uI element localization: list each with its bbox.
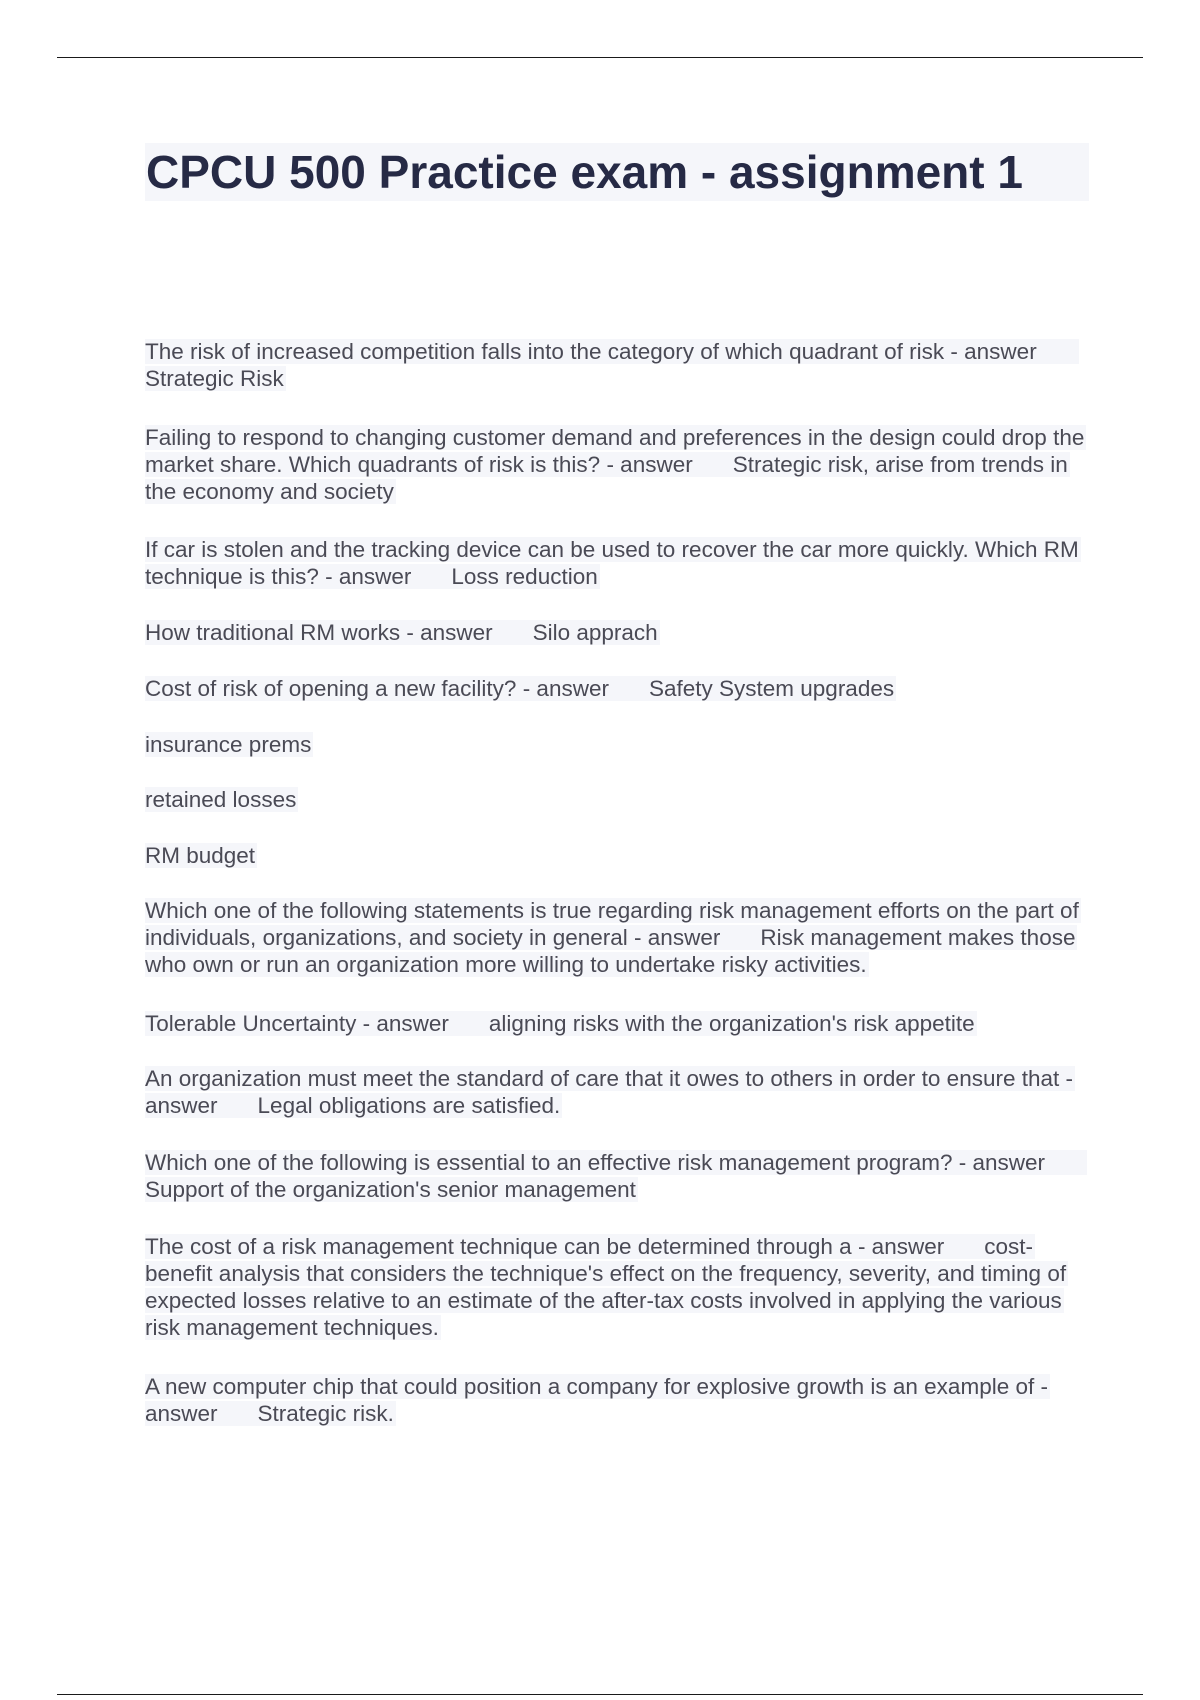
page-title: CPCU 500 Practice exam - assignment 1 [145,143,1089,201]
question-text: Failing to respond to changing customer demand and preferences in the design could drop the market share. Which quadrants of risk is this? [145,425,1085,477]
answer-separator: - answer [851,1234,945,1259]
qa-item-6 [145,897,1089,978]
answer-separator: - answer [952,1150,1046,1175]
question-text: If car is stolen and the tracking device can be used to recover the car more quickly. Which RM technique is this? [145,537,1079,589]
question-text: Which one of the following is essential to an effective risk management program? [145,1150,953,1175]
answer-separator: - answer [356,1011,449,1036]
answer-separator: - answer [145,1374,1048,1426]
list-item-rm-budget [145,842,1089,869]
question-text: Which one of the following statements is true regarding risk management efforts on the part of individuals, organizations, and society in general [145,898,1079,950]
answer-text: Risk management makes those who own or run an organization more willing to undertake risky activities. [145,925,1076,977]
answer-text: Strategic risk, arise from trends in the economy and society [145,452,1068,504]
question-text: A new computer chip that could position a company for explosive growth is an example of [145,1374,1035,1399]
answer-text: Support of the organization's senior management [145,1177,636,1202]
qa-item-4 [145,619,1089,646]
question-text: Cost of risk of opening a new facility? [145,676,517,701]
answer-separator: - answer [627,925,721,950]
answer-separator: - answer [944,339,1037,364]
question-text: How traditional RM works [145,620,401,645]
qa-item-5 [145,675,1089,702]
answer-separator: - answer [600,452,693,477]
list-item-insurance-prems [145,731,1089,758]
answer-separator: - answer [145,1066,1074,1118]
qa-item-10 [145,1233,1089,1341]
answer-text: Loss reduction [451,564,598,589]
answer-text: Strategic Risk [145,366,284,391]
question-text: Tolerable Uncertainty [145,1011,357,1036]
qa-item-9 [145,1149,1089,1203]
qa-item-7 [145,1010,1089,1037]
qa-item-1 [145,338,1089,392]
question-text: The cost of a risk management technique can be determined through a [145,1234,852,1259]
question-text: An organization must meet the standard of care that it owes to others in order to ensure that [145,1066,1060,1091]
qa-item-11 [145,1373,1089,1427]
list-item-text: retained losses [145,787,297,812]
answer-text: Strategic risk. [257,1401,394,1426]
answer-separator: - answer [400,620,493,645]
answer-text: Safety System upgrades [648,676,895,701]
list-item-text: RM budget [145,843,256,868]
qa-item-8 [145,1065,1089,1119]
question-text: The risk of increased competition falls into the category of which quadrant of risk [145,339,945,364]
answer-text: aligning risks with the organization's risk appetite [488,1011,975,1036]
bottom-rule [57,1694,1143,1695]
answer-text: Legal obligations are satisfied. [257,1093,561,1118]
answer-separator: - answer [516,676,609,701]
answer-separator: - answer [318,564,412,589]
answer-text: cost-benefit analysis that considers the technique's effect on the frequency, severity, and timing of expected losses relative to an estimate of the after-tax costs involved in applying the various risk management techniques. [145,1234,1067,1340]
list-item-text: insurance prems [145,732,312,757]
answer-text: Silo apprach [532,620,658,645]
list-item-retained-losses [145,786,1089,813]
qa-item-2 [145,424,1089,505]
qa-item-3 [145,536,1089,590]
top-rule [57,57,1143,58]
